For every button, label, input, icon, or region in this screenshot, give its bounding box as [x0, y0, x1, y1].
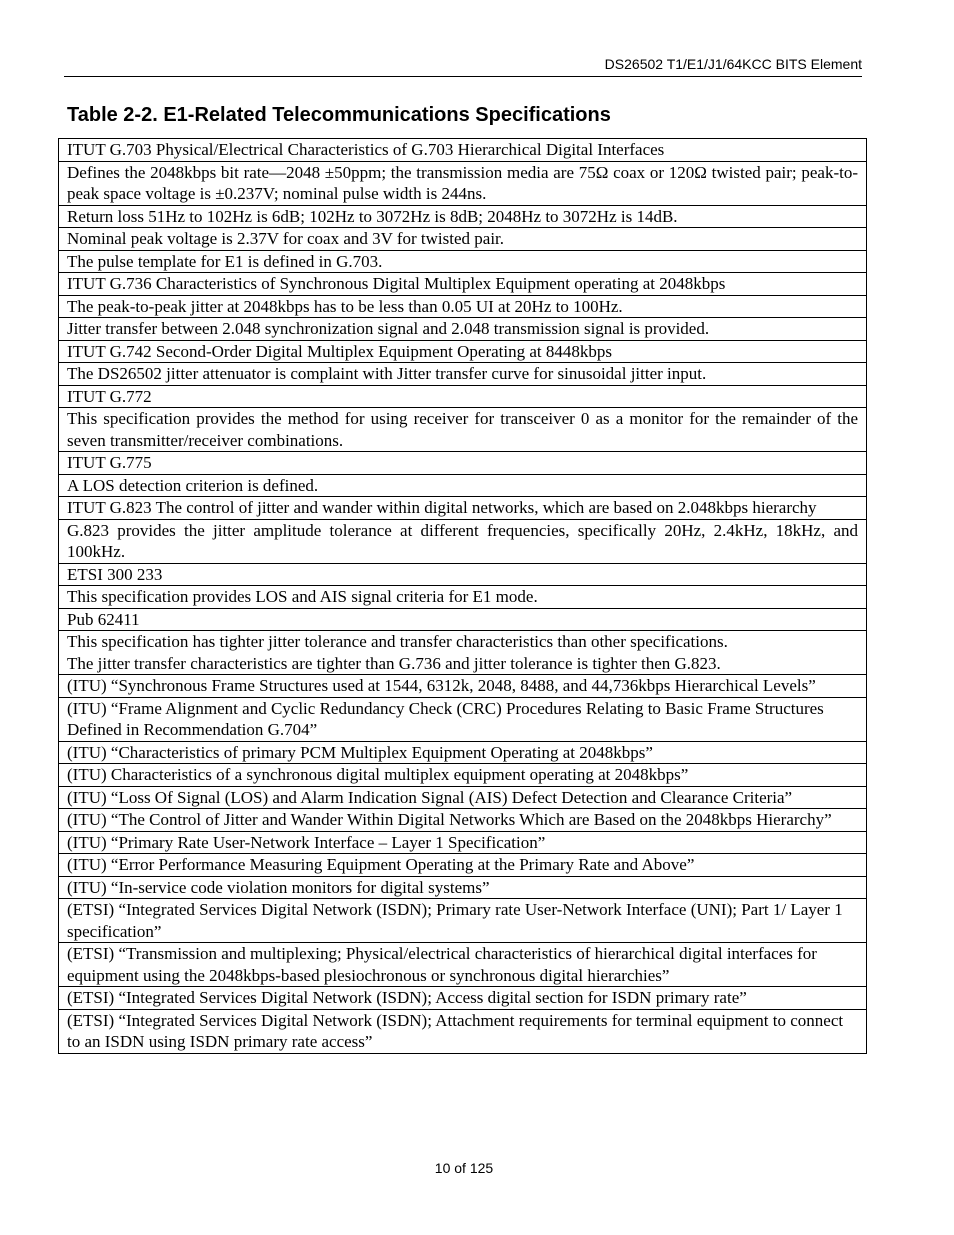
- table-row: [59, 809, 867, 832]
- table-cell: ITUT G.736 Characteristics of Synchronous Digital Multiplex Equipment operating at 2048kbps: [59, 273, 867, 296]
- table-title: Table 2-2. E1-Related Telecommunications Specifications: [67, 104, 611, 126]
- table-row: [59, 786, 867, 809]
- table-row: [59, 273, 867, 296]
- table-row: [59, 987, 867, 1010]
- table-row: [59, 250, 867, 273]
- table-cell: Nominal peak voltage is 2.37V for coax and 3V for twisted pair.: [59, 228, 867, 251]
- table-cell: (ITU) “Characteristics of primary PCM Multiplex Equipment Operating at 2048kbps”: [59, 741, 867, 764]
- table-row: [59, 563, 867, 586]
- table-cell: ITUT G.772: [59, 385, 867, 408]
- table-cell: ITUT G.703 Physical/Electrical Characteristics of G.703 Hierarchical Digital Interfaces: [59, 139, 867, 162]
- table-row: [59, 385, 867, 408]
- table-row: [59, 876, 867, 899]
- table-row: [59, 675, 867, 698]
- table-row: [59, 340, 867, 363]
- table-cell: (ITU) “Frame Alignment and Cyclic Redundancy Check (CRC) Procedures Relating to Basic Frame Structures Defined in Recommendation G.704”: [59, 697, 867, 741]
- document-header-title: DS26502 T1/E1/J1/64KCC BITS Element: [604, 56, 862, 72]
- table-cell: (ETSI) “Integrated Services Digital Network (ISDN); Access digital section for ISDN primary rate”: [59, 987, 867, 1010]
- table-row: [59, 205, 867, 228]
- table-row: [59, 452, 867, 475]
- table-cell: (ETSI) “Integrated Services Digital Network (ISDN); Primary rate User-Network Interface (UNI); Part 1/ Layer 1 specification”: [59, 899, 867, 943]
- table-cell: (ITU) “The Control of Jitter and Wander Within Digital Networks Which are Based on the 2048kbps Hierarchy”: [59, 809, 867, 832]
- table-row: [59, 764, 867, 787]
- table-row: [59, 497, 867, 520]
- table-cell: Defines the 2048kbps bit rate—2048 ±50ppm; the transmission media are 75Ω coax or 120Ω twisted pair; peak-to-peak space voltage is ±0.237V; nominal pulse width is 244ns.: [59, 161, 867, 205]
- table-row: [59, 295, 867, 318]
- table-cell: Pub 62411: [59, 608, 867, 631]
- table-cell: Jitter transfer between 2.048 synchronization signal and 2.048 transmission signal is provided.: [59, 318, 867, 341]
- table-row: [59, 899, 867, 943]
- table-row: [59, 1009, 867, 1053]
- table-cell: This specification has tighter jitter tolerance and transfer characteristics than other specifications. The jitter transfer characteristics are tighter than G.736 and jitter tolerance is tighter then G.823.: [59, 631, 867, 675]
- table-cell: ETSI 300 233: [59, 563, 867, 586]
- table-row: [59, 741, 867, 764]
- table-row: [59, 161, 867, 205]
- table-row: [59, 608, 867, 631]
- table-row: [59, 228, 867, 251]
- table-cell: (ITU) “Synchronous Frame Structures used at 1544, 6312k, 2048, 8488, and 44,736kbps Hierarchical Levels”: [59, 675, 867, 698]
- table-cell: ITUT G.823 The control of jitter and wander within digital networks, which are based on 2.048kbps hierarchy: [59, 497, 867, 520]
- table-row: [59, 631, 867, 675]
- table-row: [59, 943, 867, 987]
- header-divider: [64, 76, 862, 77]
- table-cell: G.823 provides the jitter amplitude tolerance at different frequencies, specifically 20Hz, 2.4kHz, 18kHz, and 100kHz.: [59, 519, 867, 563]
- table-cell: (ETSI) “Transmission and multiplexing; Physical/electrical characteristics of hierarchical digital interfaces for equipment using the 2048kbps-based plesiochronous or synchronous digital hierarchies”: [59, 943, 867, 987]
- table-cell: (ETSI) “Integrated Services Digital Network (ISDN); Attachment requirements for terminal equipment to connect to an ISDN using ISDN primary rate access”: [59, 1009, 867, 1053]
- table-cell: This specification provides LOS and AIS signal criteria for E1 mode.: [59, 586, 867, 609]
- specifications-table: [58, 138, 867, 1054]
- table-cell: ITUT G.742 Second-Order Digital Multiplex Equipment Operating at 8448kbps: [59, 340, 867, 363]
- table-cell: (ITU) Characteristics of a synchronous digital multiplex equipment operating at 2048kbps”: [59, 764, 867, 787]
- table-row: [59, 586, 867, 609]
- table-cell: (ITU) “In-service code violation monitors for digital systems”: [59, 876, 867, 899]
- table-cell: The DS26502 jitter attenuator is complaint with Jitter transfer curve for sinusoidal jitter input.: [59, 363, 867, 386]
- table-row: [59, 831, 867, 854]
- table-row: [59, 697, 867, 741]
- table-cell: Return loss 51Hz to 102Hz is 6dB; 102Hz to 3072Hz is 8dB; 2048Hz to 3072Hz is 14dB.: [59, 205, 867, 228]
- table-cell: (ITU) “Error Performance Measuring Equipment Operating at the Primary Rate and Above”: [59, 854, 867, 877]
- table-cell: (ITU) “Loss Of Signal (LOS) and Alarm Indication Signal (AIS) Defect Detection and Clearance Criteria”: [59, 786, 867, 809]
- table-cell: The peak-to-peak jitter at 2048kbps has to be less than 0.05 UI at 20Hz to 100Hz.: [59, 295, 867, 318]
- table-row: [59, 139, 867, 162]
- table-row: [59, 408, 867, 452]
- page-number: 10 of 125: [434, 1160, 494, 1176]
- table-cell: (ITU) “Primary Rate User-Network Interface – Layer 1 Specification”: [59, 831, 867, 854]
- table-cell: ITUT G.775: [59, 452, 867, 475]
- table-row: [59, 318, 867, 341]
- table-row: [59, 854, 867, 877]
- table-row: [59, 363, 867, 386]
- table-row: [59, 519, 867, 563]
- table-cell: This specification provides the method for using receiver for transceiver 0 as a monitor for the remainder of the seven transmitter/receiver combinations.: [59, 408, 867, 452]
- table-row: [59, 474, 867, 497]
- table-cell: A LOS detection criterion is defined.: [59, 474, 867, 497]
- table-cell: The pulse template for E1 is defined in G.703.: [59, 250, 867, 273]
